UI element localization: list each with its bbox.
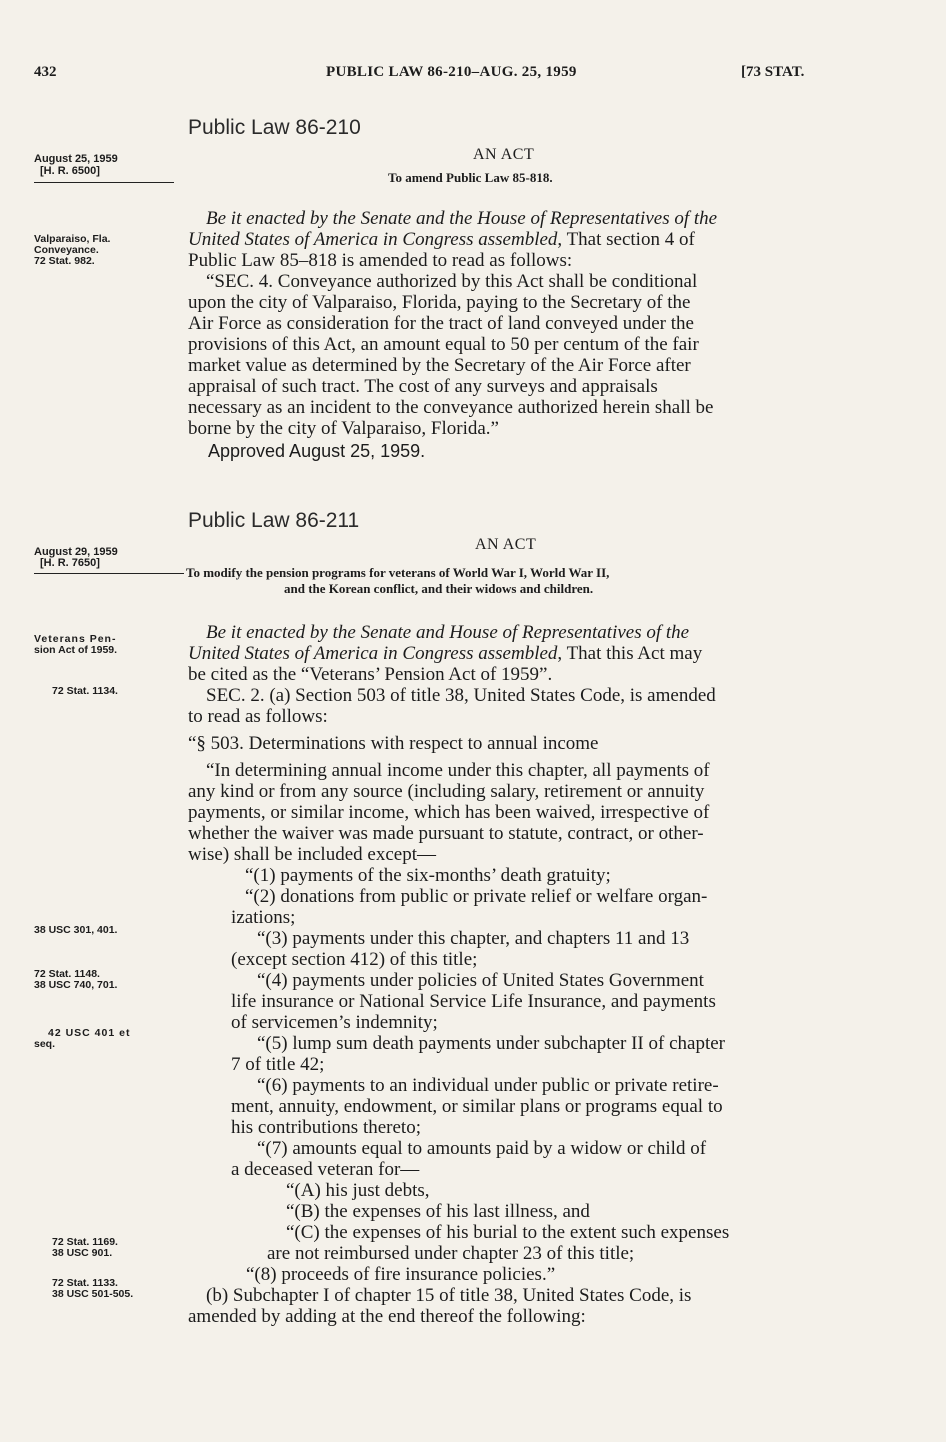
body-line: market value as determined by the Secretary of the Air Force after xyxy=(188,355,691,376)
act-purpose-line-1: To modify the pension programs for veterans of World War I, World War II, xyxy=(186,565,610,580)
margin-note-stat: 72 Stat. 1133. xyxy=(52,1277,118,1289)
body-line: (b) Subchapter I of chapter 15 of title 38, United States Code, is xyxy=(206,1285,692,1306)
approval-date: August 29, 1959 xyxy=(34,546,118,558)
body-line: wise) shall be included except— xyxy=(188,844,436,865)
margin-note-conveyance: Conveyance. xyxy=(34,244,99,256)
body-line: a deceased veteran for— xyxy=(231,1159,420,1180)
enacting-clause-line: Be it enacted by the Senate and House of Representatives of the xyxy=(206,622,690,643)
margin-note-stat: 72 Stat. 982. xyxy=(34,255,95,267)
body-line: life insurance or National Service Life Insurance, and payments xyxy=(231,991,716,1012)
body-line: izations; xyxy=(231,907,296,928)
body-line: “(4) payments under policies of United States Government xyxy=(257,970,704,991)
divider xyxy=(34,573,184,574)
body-line: are not reimbursed under chapter 23 of this title; xyxy=(267,1243,635,1264)
body-line: United States of America in Congress assembled, That section 4 of xyxy=(188,229,695,250)
act-heading: AN ACT xyxy=(475,536,537,553)
volume-citation: [73 STAT. xyxy=(741,64,805,80)
act-purpose-line-2: and the Korean conflict, and their widows and children. xyxy=(284,581,594,596)
body-line: “(B) the expenses of his last illness, and xyxy=(286,1201,590,1222)
body-line: amended by adding at the end thereof the following: xyxy=(188,1306,586,1327)
section-heading: “§ 503. Determinations with respect to annual income xyxy=(188,733,599,754)
body-line: of servicemen’s indemnity; xyxy=(231,1012,438,1033)
page-number: 432 xyxy=(34,64,57,80)
margin-note-vpa: sion Act of 1959. xyxy=(34,644,118,656)
body-line: “(C) the expenses of his burial to the extent such expenses xyxy=(286,1222,730,1243)
body-line: “(8) proceeds of fire insurance policies.” xyxy=(246,1264,556,1285)
body-line: “SEC. 4. Conveyance authorized by this Act shall be conditional xyxy=(206,271,698,292)
margin-note-usc: 38 USC 301, 401. xyxy=(34,924,118,936)
margin-note-usc: 38 USC 901. xyxy=(52,1247,113,1259)
divider xyxy=(34,182,174,183)
body-line: “(1) payments of the six-months’ death gratuity; xyxy=(245,865,611,886)
body-line: whether the waiver was made pursuant to statute, contract, or other- xyxy=(188,823,704,844)
body-line: be cited as the “Veterans’ Pension Act of 1959”. xyxy=(188,664,553,685)
act-purpose: To amend Public Law 85-818. xyxy=(388,170,553,185)
margin-note-valparaiso: Valparaiso, Fla. xyxy=(34,233,111,245)
bill-number: [H. R. 7650] xyxy=(40,557,100,569)
body-line: “(2) donations from public or private relief or welfare organ- xyxy=(245,886,708,907)
approval-line: Approved August 25, 1959. xyxy=(208,441,426,461)
body-line: “(5) lump sum death payments under subchapter II of chapter xyxy=(257,1033,725,1054)
margin-note-stat: 72 Stat. 1134. xyxy=(52,685,118,697)
body-line: his contributions thereto; xyxy=(231,1117,421,1138)
body-line: necessary as an incident to the conveyance authorized herein shall be xyxy=(188,397,714,418)
body-line: upon the city of Valparaiso, Florida, paying to the Secretary of the xyxy=(188,292,691,313)
body-line: to read as follows: xyxy=(188,706,328,727)
enacting-clause-line: Be it enacted by the Senate and the House of Representatives of the xyxy=(206,208,718,229)
margin-note-usc: 38 USC 740, 701. xyxy=(34,979,118,991)
body-line: “(A) his just debts, xyxy=(286,1180,430,1201)
body-line: ment, annuity, endowment, or similar plans or programs equal to xyxy=(231,1096,723,1117)
body-line: 7 of title 42; xyxy=(231,1054,325,1075)
margin-note-usc: 38 USC 501-505. xyxy=(52,1288,134,1300)
body-line: (except section 412) of this title; xyxy=(231,949,478,970)
body-line: United States of America in Congress assembled, That this Act may xyxy=(188,643,703,664)
body-line: SEC. 2. (a) Section 503 of title 38, United States Code, is amended xyxy=(206,685,716,706)
margin-note-stat: 72 Stat. 1169. xyxy=(52,1236,118,1248)
act-heading: AN ACT xyxy=(473,146,535,163)
law-title-86-211: Public Law 86-211 xyxy=(188,509,360,532)
approval-date: August 25, 1959 xyxy=(34,153,118,165)
body-line: borne by the city of Valparaiso, Florida.” xyxy=(188,418,499,439)
body-line: appraisal of such tract. The cost of any surveys and appraisals xyxy=(188,376,658,397)
body-line: “(6) payments to an individual under public or private retire- xyxy=(257,1075,719,1096)
body-line: Public Law 85–818 is amended to read as follows: xyxy=(188,250,573,271)
body-line: “In determining annual income under this chapter, all payments of xyxy=(206,760,710,781)
running-head: PUBLIC LAW 86-210–AUG. 25, 1959 xyxy=(326,64,577,80)
body-line: payments, or similar income, which has been waived, irrespective of xyxy=(188,802,710,823)
margin-note-usc: 42 USC 401 et xyxy=(48,1027,131,1039)
law-title-86-210: Public Law 86-210 xyxy=(188,116,361,139)
margin-note-vpa: Veterans Pen- xyxy=(34,633,117,645)
bill-number: [H. R. 6500] xyxy=(40,165,100,177)
body-line: provisions of this Act, an amount equal to 50 per centum of the fair xyxy=(188,334,699,355)
body-line: Air Force as consideration for the tract of land conveyed under the xyxy=(188,313,694,334)
margin-note-stat: 72 Stat. 1148. xyxy=(34,968,100,980)
body-line: any kind or from any source (including salary, retirement or annuity xyxy=(188,781,705,802)
margin-note-usc: seq. xyxy=(34,1038,56,1050)
body-line: “(7) amounts equal to amounts paid by a widow or child of xyxy=(257,1138,707,1159)
body-line: “(3) payments under this chapter, and chapters 11 and 13 xyxy=(257,928,690,949)
